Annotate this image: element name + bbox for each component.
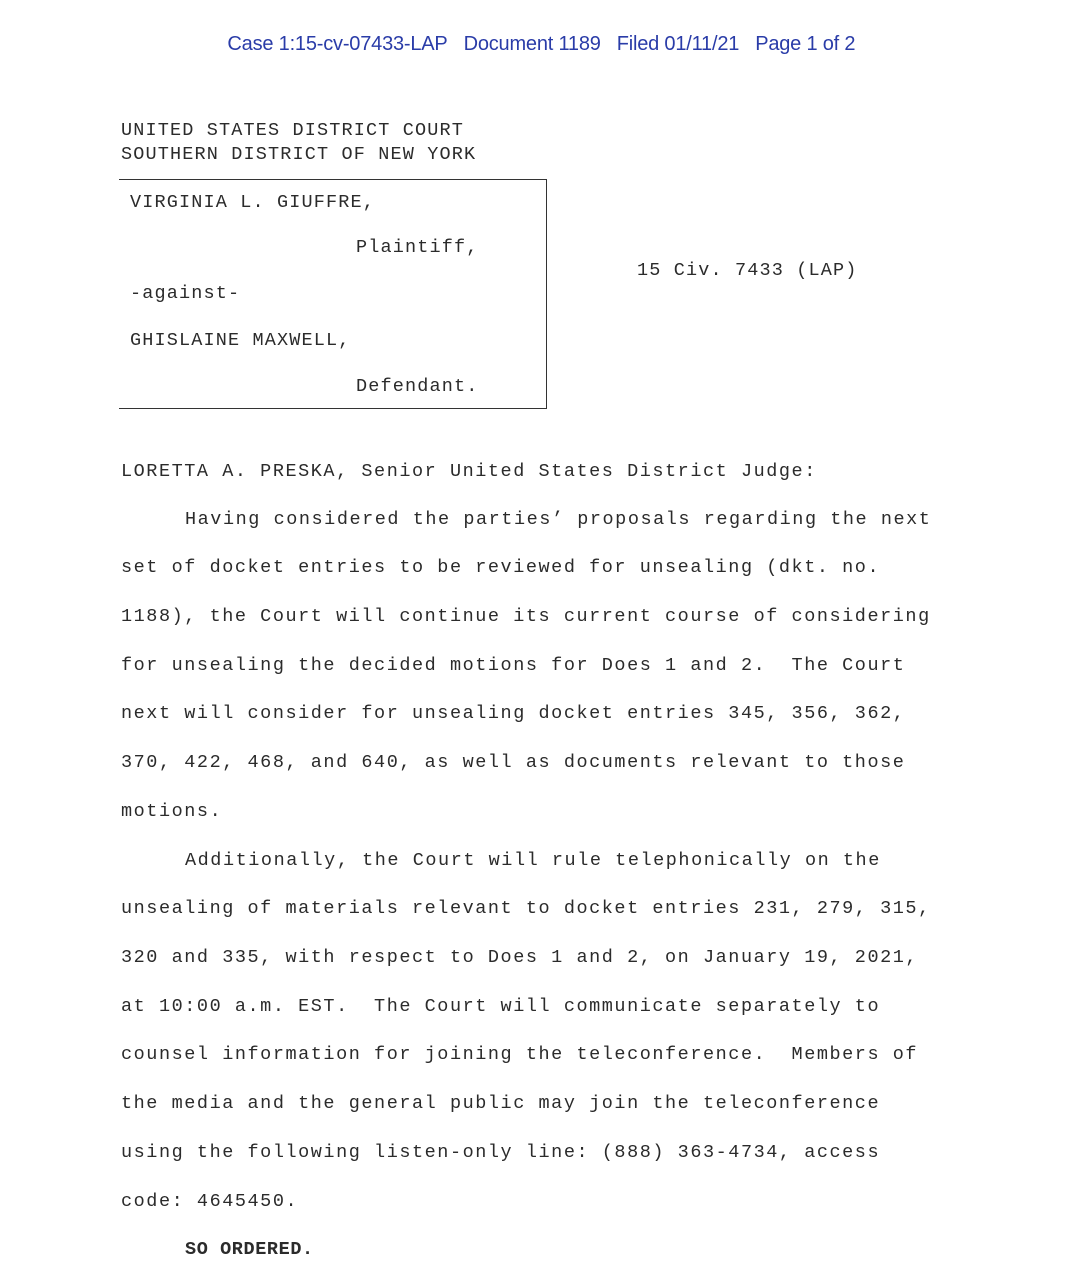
judge-line: LORETTA A. PRESKA, Senior United States District Judge: (121, 461, 817, 482)
paragraph-line: counsel information for joining the teleconference. Members of (121, 1044, 919, 1065)
paragraph-line: set of docket entries to be reviewed for unsealing (dkt. no. (121, 557, 881, 578)
page-indicator: Page 1 of 2 (755, 33, 856, 55)
ecf-header (0, 10, 1072, 56)
document-number-link[interactable]: Document 1189 (463, 33, 601, 55)
paragraph-line: motions. (121, 801, 223, 822)
paragraph-line: at 10:00 a.m. EST. The Court will communicate separately to (121, 996, 881, 1017)
paragraph-line: Additionally, the Court will rule telephonically on the (185, 850, 881, 871)
case-number-link[interactable]: Case 1:15-cv-07433-LAP (227, 33, 448, 55)
paragraph-line: 1188), the Court will continue its current course of considering (121, 606, 931, 627)
paragraph-line: 320 and 335, with respect to Does 1 and 2, on January 19, 2021, (121, 947, 919, 968)
paragraph-line: using the following listen-only line: (888) 363-4734, access (121, 1142, 881, 1163)
plaintiff-role: Plaintiff, (356, 237, 479, 258)
plaintiff-name: VIRGINIA L. GIUFFRE, (130, 192, 376, 213)
so-ordered: SO ORDERED. (185, 1239, 314, 1260)
paragraph-line: for unsealing the decided motions for Does 1 and 2. The Court (121, 655, 906, 676)
paragraph-line: 370, 422, 468, and 640, as well as documents relevant to those (121, 752, 906, 773)
defendant-name: GHISLAINE MAXWELL, (130, 330, 351, 351)
civil-case-number: 15 Civ. 7433 (LAP) (637, 260, 858, 281)
paragraph-line: next will consider for unsealing docket entries 345, 356, 362, (121, 703, 906, 724)
filed-date: Filed 01/11/21 (616, 33, 740, 55)
against-label: -against- (130, 283, 241, 304)
paragraph-line: the media and the general public may join the teleconference (121, 1093, 881, 1114)
paragraph-line: unsealing of materials relevant to docket entries 231, 279, 315, (121, 898, 931, 919)
court-name: UNITED STATES DISTRICT COURT (121, 120, 465, 141)
paragraph-line: code: 4645450. (121, 1191, 299, 1212)
defendant-role: Defendant. (356, 376, 479, 397)
court-district: SOUTHERN DISTRICT OF NEW YORK (121, 144, 477, 165)
paragraph-line: Having considered the parties’ proposals regarding the next (185, 509, 932, 530)
